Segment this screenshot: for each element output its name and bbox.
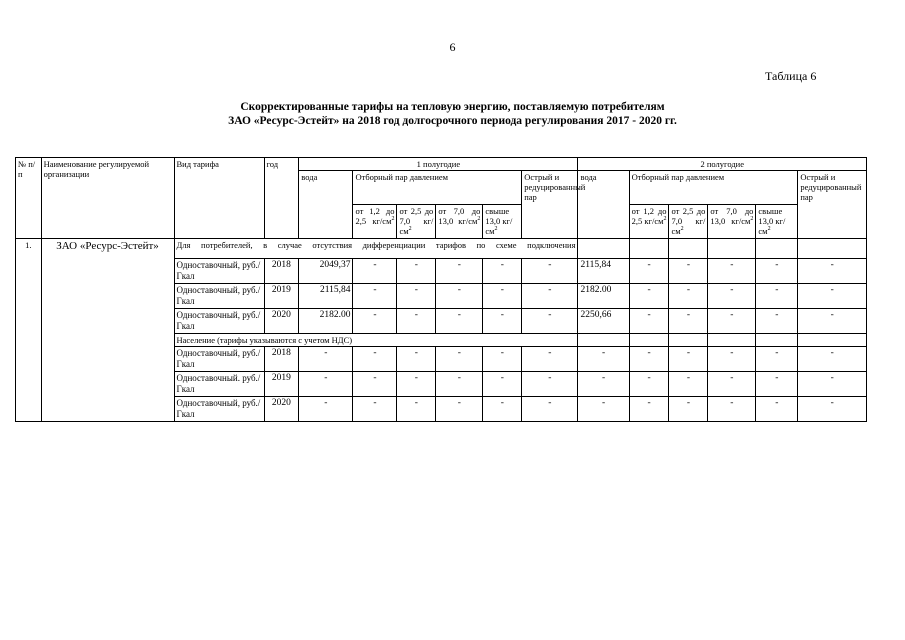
header-steam-2: Отборный пар давлением [629, 171, 798, 205]
dash-cell: - [436, 397, 483, 422]
header-water-2: вода [578, 171, 629, 239]
water-value-h2: 2115,84 [578, 259, 629, 284]
title-line-2: ЗАО «Ресурс-Эстейт» на 2018 год долгосрочного периода регулирования 2017 - 2020 гг. [228, 115, 677, 127]
section-population: Население (тарифы указываются с учетом НДС) [174, 334, 578, 347]
dash-cell: - [669, 309, 708, 334]
pressure-range: от 1,2 до 2,5 [631, 206, 667, 226]
year-cell: 2019 [264, 372, 299, 397]
empty-cell [669, 239, 708, 259]
pressure-unit: кг/см [485, 216, 513, 236]
dash-cell: - [629, 397, 669, 422]
dash-cell: - [522, 397, 578, 422]
year-cell: 2019 [264, 284, 299, 309]
dash-cell: - [756, 259, 798, 284]
empty-cell [798, 334, 867, 347]
tariff-type-cell: Одноставочный, руб./Гкал [174, 284, 264, 309]
empty-cell [578, 239, 629, 259]
pressure-unit: кг/см [399, 216, 434, 236]
pressure-unit: кг/см [372, 216, 392, 226]
dash-cell: - [669, 347, 708, 372]
dash-cell: - [669, 397, 708, 422]
dash-cell: - [353, 372, 397, 397]
header-pressure-2-2: от 2,5 до 7,0 $кг/см^2$ [669, 205, 708, 239]
header-half-2: 2 полугодие [578, 158, 867, 171]
dash-cell: - [353, 347, 397, 372]
dash-cell: - [483, 372, 522, 397]
pressure-unit: кг/см [671, 216, 706, 236]
pressure-range: от 2,5 до 7,0 [399, 206, 434, 226]
dash-cell: - [397, 284, 436, 309]
dash-cell: - [708, 309, 756, 334]
tariff-type-cell: Одноставочный, руб./Гкал [174, 259, 264, 284]
empty-cell [629, 334, 669, 347]
dash-cell: - [629, 259, 669, 284]
header-year: год [264, 158, 299, 239]
year-cell: 2020 [264, 309, 299, 334]
pressure-unit: кг/см [644, 216, 664, 226]
dash-cell: - [708, 284, 756, 309]
table-label: Таблица 6 [765, 69, 817, 83]
pressure-range: от 2,5 до 7,0 [671, 206, 706, 226]
dash-cell: - [669, 259, 708, 284]
empty-cell [756, 334, 798, 347]
dash-cell: - [629, 309, 669, 334]
header-sharp-steam-2: Острый и редуцированный пар [798, 171, 867, 239]
header-pressure-2-1: от 1,2 до 2,5 $кг/см^2$ [629, 205, 669, 239]
header-steam-1: Отборный пар давлением [353, 171, 522, 205]
water-value-h1: 2182.00 [299, 309, 353, 334]
tariff-type-cell: Одноставочный, руб./Гкал [174, 347, 264, 372]
dash-cell: - [353, 259, 397, 284]
pressure-range: от 7,0 до 13,0 [438, 206, 481, 226]
dash-cell: - [436, 347, 483, 372]
dash-cell: - [629, 347, 669, 372]
tariff-table [15, 157, 867, 422]
water-value-h2: 2250,66 [578, 309, 629, 334]
dash-cell: - [299, 397, 353, 422]
year-cell: 2018 [264, 347, 299, 372]
empty-cell [669, 334, 708, 347]
dash-cell: - [299, 372, 353, 397]
water-value-h2: 2182.00 [578, 284, 629, 309]
dash-cell: - [798, 259, 867, 284]
dash-cell: - [578, 372, 629, 397]
header-org: Наименование регулируемой организации [41, 158, 174, 239]
pressure-unit: кг/см [458, 216, 478, 226]
dash-cell: - [353, 284, 397, 309]
dash-cell: - [397, 259, 436, 284]
tariff-type-cell: Одноставочный, руб./Гкал [174, 397, 264, 422]
empty-cell [578, 334, 629, 347]
dash-cell: - [629, 284, 669, 309]
dash-cell: - [756, 397, 798, 422]
pressure-unit: кг/см [758, 216, 786, 236]
dash-cell: - [629, 372, 669, 397]
dash-cell: - [798, 397, 867, 422]
dash-cell: - [708, 347, 756, 372]
empty-cell [756, 239, 798, 259]
section-consumers: Для потребителей, в случае отсутствия дифференциации тарифов по схеме подключения [174, 239, 578, 259]
dash-cell: - [436, 372, 483, 397]
dash-cell: - [436, 309, 483, 334]
pressure-range: свыше 13,0 [758, 206, 783, 226]
dash-cell: - [756, 309, 798, 334]
dash-cell: - [798, 284, 867, 309]
organization-name: ЗАО «Ресурс-Эстейт» [41, 239, 174, 422]
dash-cell: - [756, 284, 798, 309]
year-cell: 2020 [264, 397, 299, 422]
header-water-1: вода [299, 171, 353, 239]
dash-cell: - [483, 259, 522, 284]
dash-cell: - [483, 347, 522, 372]
dash-cell: - [397, 397, 436, 422]
dash-cell: - [669, 284, 708, 309]
header-tariff-type: Вид тарифа [174, 158, 264, 239]
dash-cell: - [708, 372, 756, 397]
dash-cell: - [669, 372, 708, 397]
header-pressure-2-4: свыше 13,0 $кг/см^2$ [756, 205, 798, 239]
pressure-range: свыше 13,0 [485, 206, 510, 226]
empty-cell [798, 239, 867, 259]
tariff-type-cell: Одноставочный, руб./Гкал [174, 309, 264, 334]
dash-cell: - [708, 397, 756, 422]
header-pressure-2-3: от 7,0 до 13,0 $кг/см^2$ [708, 205, 756, 239]
dash-cell: - [397, 309, 436, 334]
header-num: № п/п [16, 158, 42, 239]
dash-cell: - [798, 372, 867, 397]
dash-cell: - [483, 309, 522, 334]
dash-cell: - [353, 397, 397, 422]
header-half-1: 1 полугодие [299, 158, 578, 171]
dash-cell: - [299, 347, 353, 372]
dash-cell: - [756, 347, 798, 372]
header-pressure-1-4: свыше 13,0 $кг/см^2$ [483, 205, 522, 239]
year-cell: 2018 [264, 259, 299, 284]
water-value-h1: 2049,37 [299, 259, 353, 284]
pressure-range: от 7,0 до 13,0 [710, 206, 754, 226]
row-number: 1. [16, 239, 42, 422]
dash-cell: - [436, 259, 483, 284]
tariff-type-cell: Одноставочный. руб./Гкал [174, 372, 264, 397]
dash-cell: - [578, 397, 629, 422]
dash-cell: - [483, 284, 522, 309]
header-pressure-1-1: от 1,2 до 2,5 $кг/см^2$ [353, 205, 397, 239]
dash-cell: - [522, 259, 578, 284]
dash-cell: - [397, 372, 436, 397]
dash-cell: - [436, 284, 483, 309]
dash-cell: - [798, 347, 867, 372]
empty-cell [629, 239, 669, 259]
title-line-1: Скорректированные тарифы на тепловую энергию, поставляемую потребителям [240, 101, 665, 113]
dash-cell: - [353, 309, 397, 334]
dash-cell: - [522, 284, 578, 309]
header-sharp-steam-1: Острый и редуцированный пар [522, 171, 578, 239]
pressure-unit: кг/см [731, 216, 751, 226]
dash-cell: - [756, 372, 798, 397]
header-pressure-1-3: от 7,0 до 13,0 $кг/см^2$ [436, 205, 483, 239]
water-value-h1: 2115,84 [299, 284, 353, 309]
dash-cell: - [483, 397, 522, 422]
pressure-range: от 1,2 до 2,5 [355, 206, 395, 226]
dash-cell: - [798, 309, 867, 334]
dash-cell: - [708, 259, 756, 284]
header-pressure-1-2: от 2,5 до 7,0 $кг/см^2$ [397, 205, 436, 239]
dash-cell: - [578, 347, 629, 372]
document-title [0, 100, 905, 128]
dash-cell: - [397, 347, 436, 372]
dash-cell: - [522, 372, 578, 397]
dash-cell: - [522, 347, 578, 372]
page-number: 6 [449, 40, 456, 54]
empty-cell [708, 239, 756, 259]
empty-cell [708, 334, 756, 347]
dash-cell: - [522, 309, 578, 334]
